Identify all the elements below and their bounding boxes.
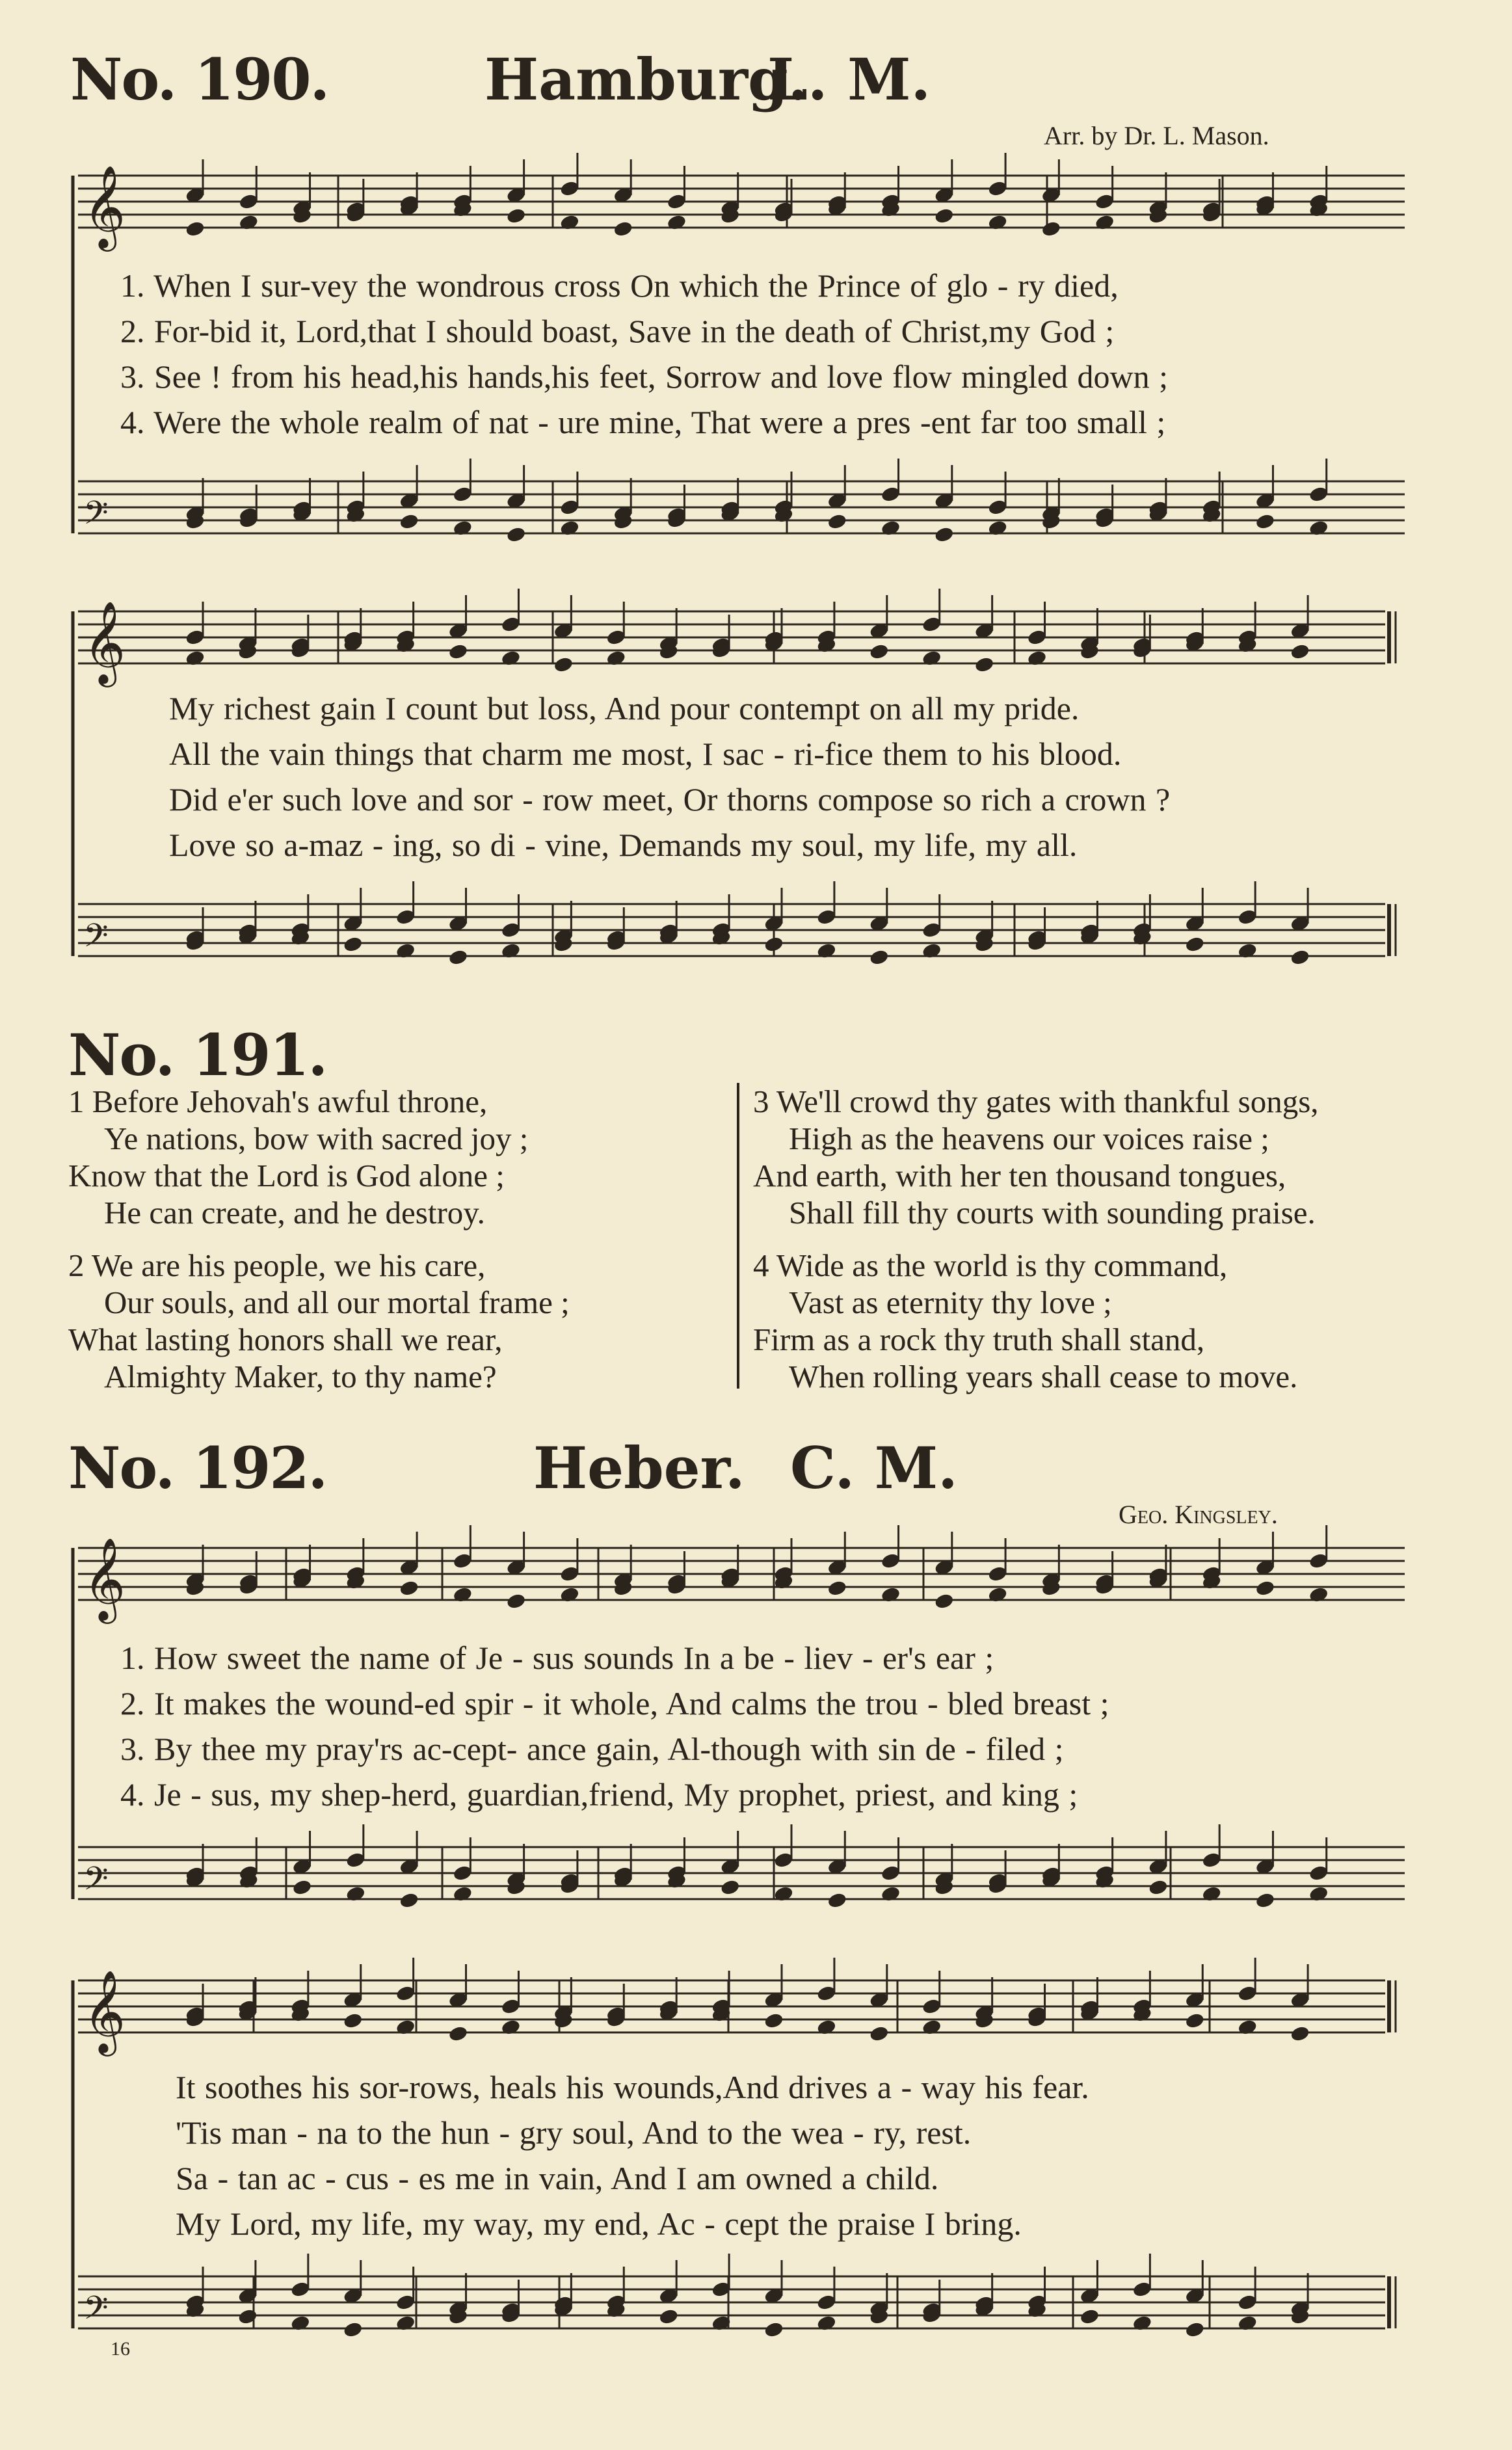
stanza-line: Our souls, and all our mortal frame ; (104, 1285, 570, 1320)
note-head (764, 2321, 784, 2338)
stanza-line: He can create, and he destroy. (104, 1195, 485, 1231)
verse-line: Did e'er such love and sor - row meet, Or thorns compose so rich a crown ? (169, 781, 1171, 818)
note-head (1290, 2025, 1310, 2042)
verse-line: It soothes his sor-rows, heals his wounds,And drives a - way his fear. (176, 2069, 1089, 2105)
bass-clef-icon: 𝄢 (83, 2289, 109, 2335)
verse-line: My richest gain I count but loss, And pour contempt on all my pride. (169, 690, 1080, 726)
hymn-191-number: No. 191. (68, 1021, 327, 1089)
note-head (827, 1580, 847, 1597)
note-head (1185, 2012, 1205, 2029)
verse-line: All the vain things that charm me most, I sac - ri-fice them to his blood. (169, 736, 1122, 772)
note-head (869, 643, 890, 660)
note-head (506, 526, 526, 543)
note-head (506, 207, 526, 224)
verse-line: 4. Je - sus, my shep-herd, guardian,friend, My prophet, priest, and king ; (120, 1776, 1078, 1813)
note-head (764, 2012, 784, 2029)
staff-192-b-bass (78, 2276, 1385, 2328)
stanza-line: What lasting honors shall we rear, (68, 1322, 503, 1357)
note-head (1255, 1892, 1275, 1909)
verse-line: 'Tis man - na to the hun - gry soul, And to the wea - ry, rest. (176, 2114, 972, 2151)
bass-clef-icon: 𝄢 (83, 494, 109, 540)
hymn-192-verses-a (120, 1639, 1109, 1821)
note-head (869, 949, 890, 966)
note-head (869, 2025, 890, 2042)
hymn-192-number: No. 192. (68, 1434, 327, 1502)
page-number: 16 (111, 2338, 130, 2360)
hymn-192-meter: C. M. (790, 1434, 958, 1502)
note-head (827, 1892, 847, 1909)
hymn-190-verses-b (169, 689, 1170, 872)
note-head (1255, 1580, 1275, 1597)
hymn-191-right-column (753, 1083, 1410, 1395)
note-head (448, 2025, 468, 2042)
stanza-line: High as the heavens our voices raise ; (789, 1121, 1269, 1156)
note-head (1041, 220, 1061, 237)
stanza-3 (753, 1083, 1410, 1231)
note-head (974, 656, 994, 673)
note-head (935, 526, 955, 543)
hymn-192-credit: Geo. Kingsley. (1119, 1500, 1278, 1529)
hymn-190-number: No. 190. (70, 46, 329, 113)
hymn-192-tune: Heber. (533, 1434, 745, 1502)
note-head (448, 643, 468, 660)
note-head (1080, 2308, 1100, 2325)
hymn-191-left-column (68, 1083, 725, 1395)
hymn-190-credit: Arr. by Dr. L. Mason. (1044, 121, 1269, 150)
note-head (1148, 1879, 1169, 1896)
stanza-line: 2 We are his people, we his care, (68, 1247, 486, 1283)
note-head (185, 220, 206, 237)
note-head (506, 1593, 526, 1610)
note-head (764, 936, 784, 953)
note-head (1255, 513, 1275, 530)
stanza-line: And earth, with her ten thousand tongues, (753, 1158, 1286, 1193)
note-head (448, 949, 468, 966)
treble-clef-icon: 𝄞 (83, 1969, 126, 2053)
note-head (343, 2012, 363, 2029)
verse-line: Love so a-maz - ing, so di - vine, Demands my soul, my life, my all. (169, 827, 1078, 863)
note-head (720, 1879, 740, 1896)
bass-clef-icon: 𝄢 (83, 1860, 109, 1906)
stanza-line: 4 Wide as the world is thy command, (753, 1247, 1228, 1283)
note-head (827, 513, 847, 530)
note-head (399, 513, 419, 530)
note-head (292, 1879, 312, 1896)
stanza-2 (68, 1247, 725, 1395)
bass-clef-icon: 𝄢 (83, 917, 109, 963)
note-head (1185, 936, 1205, 953)
note-head (1185, 2321, 1205, 2338)
stanza-line: Vast as eternity thy love ; (789, 1285, 1112, 1320)
verse-line: Sa - tan ac - cus - es me in vain, And I am owned a child. (176, 2160, 939, 2196)
hymn-192-verses-b (176, 2068, 1089, 2250)
note-head (1290, 643, 1310, 660)
treble-clef-icon: 𝄞 (83, 600, 126, 684)
note-head (343, 2321, 363, 2338)
stanza-line: Ye nations, bow with sacred joy ; (104, 1121, 529, 1156)
verse-line: 2. For-bid it, Lord,that I should boast, Save in the death of Christ,my God ; (120, 313, 1115, 349)
verse-line: 1. When I sur-vey the wondrous cross On which the Prince of glo - ry died, (120, 267, 1119, 304)
verse-line: My Lord, my life, my way, my end, Ac - cept the praise I bring. (176, 2205, 1022, 2242)
stanza-line: Firm as a rock thy truth shall stand, (753, 1322, 1205, 1357)
hymn-190-tune: Hamburg. (484, 46, 808, 113)
verse-line: 3. See ! from his head,his hands,his feet, Sorrow and love flow mingled down ; (120, 358, 1169, 395)
note-head (1290, 949, 1310, 966)
verse-line: 4. Were the whole realm of nat - ure mine, That were a pres -ent far too small ; (120, 404, 1166, 440)
note-head (935, 1593, 955, 1610)
stanza-line: 3 We'll crowd thy gates with thankful songs, (753, 1084, 1319, 1119)
verse-line: 2. It makes the wound-ed spir - it whole, And calms the trou - bled breast ; (120, 1685, 1109, 1722)
hymn-190-meter: L. M. (767, 46, 931, 113)
note-head (613, 220, 633, 237)
stanza-1 (68, 1083, 725, 1231)
note-head (935, 207, 955, 224)
treble-clef-icon: 𝄞 (83, 1537, 126, 1620)
verse-line: 3. By thee my pray'rs ac-cept- ance gain, Al-though with sin de - filed ; (120, 1731, 1064, 1767)
stanza-line: Know that the Lord is God alone ; (68, 1158, 505, 1193)
note-head (399, 1892, 419, 1909)
note-head (343, 936, 363, 953)
column-divider (737, 1083, 739, 1389)
stanza-line: Shall fill thy courts with sounding praise. (789, 1195, 1316, 1231)
stanza-4 (753, 1247, 1410, 1395)
note-head (553, 656, 574, 673)
verse-line: 1. How sweet the name of Je - sus sounds In a be - liev - er's ear ; (120, 1640, 994, 1676)
stanza-line: 1 Before Jehovah's awful throne, (68, 1084, 488, 1119)
note-head (238, 2308, 258, 2325)
stanza-line: Almighty Maker, to thy name? (104, 1359, 497, 1394)
note-head (659, 2308, 679, 2325)
treble-clef-icon: 𝄞 (83, 165, 126, 248)
hymn-190-verses-a (120, 267, 1168, 449)
note-head (399, 1580, 419, 1597)
stanza-line: When rolling years shall cease to move. (789, 1359, 1298, 1394)
